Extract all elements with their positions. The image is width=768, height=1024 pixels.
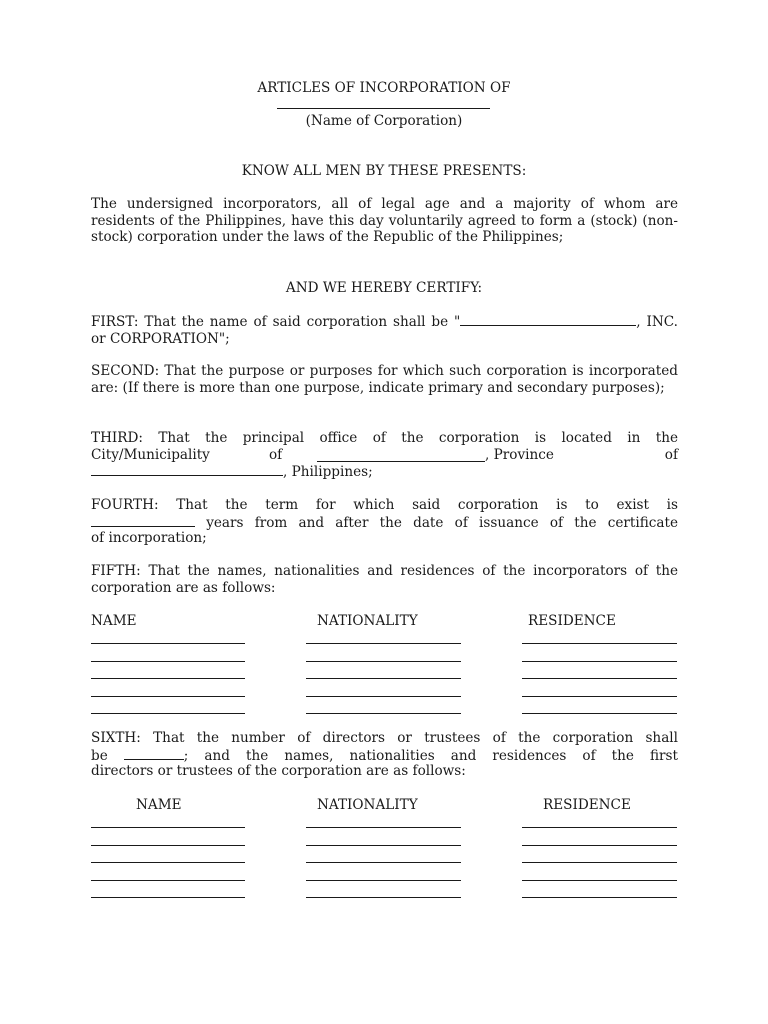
incorporator-name-blank [91, 696, 245, 697]
directors-residence-header: RESIDENCE [543, 797, 631, 813]
director-residence-blank [522, 880, 677, 881]
third-of-2: of [664, 447, 678, 463]
corporation-name-field [460, 313, 636, 326]
incorporator-name-blank [91, 713, 245, 714]
incorporator-residence-blank [522, 696, 677, 697]
sixth-line-3: directors or trustees of the corporation are as follows: [91, 763, 466, 779]
sixth-line-2: be ; and the names, nationalities and residences of the first [91, 748, 678, 764]
incorporator-nationality-blank [306, 678, 461, 679]
director-residence-blank [522, 827, 677, 828]
city-field [317, 449, 485, 462]
term-years-field [91, 514, 195, 527]
fourth-line-2 [91, 514, 678, 532]
fifth-paragraph: FIFTH: That the names, nationalities and residences of the incorporators of the corporation are as follows: [91, 563, 678, 596]
director-name-blank [91, 880, 245, 881]
province-field [91, 463, 283, 476]
incorporator-residence-blank [522, 678, 677, 679]
name-caption: (Name of Corporation) [305, 113, 463, 129]
incorporators-residence-header: RESIDENCE [528, 613, 616, 629]
incorporator-residence-blank [522, 713, 677, 714]
incorporator-residence-blank [522, 661, 677, 662]
director-residence-blank [522, 862, 677, 863]
director-nationality-blank [306, 845, 461, 846]
sixth-be-word: be [91, 748, 108, 764]
incorporator-nationality-blank [306, 713, 461, 714]
director-residence-blank [522, 897, 677, 898]
fourth-paragraph [91, 497, 678, 547]
director-name-blank [91, 845, 245, 846]
incorporator-name-blank [91, 661, 245, 662]
intro-paragraph: The undersigned incorporators, all of legal age and a majority of whom are residents of the Philippines, have this day voluntarily agreed to form a (stock) (non-stock) corporation under the laws of the Republic of the Philippines; [91, 196, 678, 246]
third-line-1: THIRD: That the principal office of the corporation is located in the [91, 430, 678, 446]
incorporator-nationality-blank [306, 643, 461, 644]
directors-name-header: NAME [136, 797, 182, 813]
sixth-line-1: SIXTH: That the number of directors or trustees of the corporation shall [91, 730, 678, 746]
third-line-2 [91, 447, 678, 464]
directors-nationality-header: NATIONALITY [317, 797, 418, 813]
corporation-name-blank [277, 108, 490, 109]
document-title: ARTICLES OF INCORPORATION OF [257, 80, 511, 96]
incorporator-nationality-blank [306, 696, 461, 697]
incorporator-residence-blank [522, 643, 677, 644]
sixth-paragraph [91, 730, 678, 780]
director-residence-blank [522, 845, 677, 846]
fourth-line-3: of incorporation; [91, 530, 207, 546]
incorporators-nationality-header: NATIONALITY [317, 613, 418, 629]
second-paragraph: SECOND: That the purpose or purposes for which such corporation is incorporated are: (If there is more than one purpose, indicate primary and secondary purposes); [91, 363, 678, 396]
director-nationality-blank [306, 862, 461, 863]
director-nationality-blank [306, 880, 461, 881]
know-all-heading: KNOW ALL MEN BY THESE PRESENTS: [241, 163, 527, 179]
director-name-blank [91, 827, 245, 828]
incorporator-name-blank [91, 678, 245, 679]
directors-count-field [124, 747, 184, 760]
incorporator-nationality-blank [306, 661, 461, 662]
third-paragraph [91, 430, 678, 480]
director-name-blank [91, 897, 245, 898]
first-paragraph [91, 313, 678, 347]
third-province-label: , Province [485, 447, 554, 463]
third-line-3 [91, 463, 678, 481]
third-of-1: of [269, 447, 283, 463]
first-text-before: FIRST: That the name of said corporation shall be " [91, 314, 461, 330]
third-city-label: City/Municipality [91, 447, 210, 463]
director-nationality-blank [306, 827, 461, 828]
incorporator-name-blank [91, 643, 245, 644]
incorporators-name-header: NAME [91, 613, 137, 629]
first-text-after: , INC. or CORPORATION"; [91, 314, 678, 347]
certify-heading: AND WE HEREBY CERTIFY: [285, 280, 483, 296]
fourth-line-2-text: years from and after the date of issuance of the certificate [195, 515, 678, 531]
third-end: , Philippines; [283, 464, 373, 480]
fourth-line-1: FOURTH: That the term for which said corporation is to exist is [91, 497, 678, 513]
director-nationality-blank [306, 897, 461, 898]
director-name-blank [91, 862, 245, 863]
